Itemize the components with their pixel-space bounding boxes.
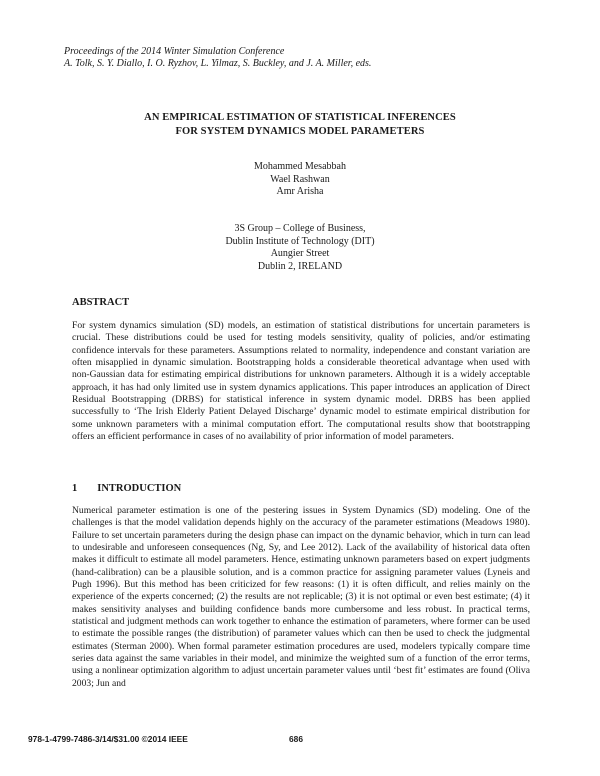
section-number: 1 xyxy=(72,483,78,494)
abstract-heading: ABSTRACT xyxy=(72,297,130,308)
introduction-text: Numerical parameter estimation is one of the pestering issues in System Dynamics (SD) modeling. One of the challenges is that the model validation depends highly on the accuracy of the parameter estimations (Meadows 1980). Failure to set uncertain parameters during the design phase can impact on the dynamic behavior, which in turn can lead to undesirable and unforeseen consequences (Ng, Sy, and Lee 2012). Lack of the availability of historical data often makes it difficult to estimate all model parameters. Hence, estimating unknown parameters based on expert judgments (hand-calibration) can be a plausible solution, and is a common practice for assigning parameter values (Lyneis and Pugh 1996). But this method has been criticized for few reasons: (1) it is often difficult, and relies mainly on the experience of the experts concerned; (2) the results are not replicable; (3) it is not optimal or even best estimate; (4) it makes sensitivity analyses and building confidence bands more cumbersome and less robust. In practical terms, statistical and judgment methods can work together to enhance the estimation of parameters, where former can be used to estimate the possible ranges (the distribution) of parameter values which can then be used to check the judgmental estimates (Sterman 2000). When formal parameter estimation procedures are used, modelers typically compare time series data against the same variables in their model, and minimize the weighted sum of a function of the error terms, using a nonlinear optimization algorithm to adjust uncertain parameter values until ‘best fit’ estimates are found (Oliva 2003; Jun and xyxy=(72,505,530,689)
abstract-body xyxy=(72,320,530,443)
page-number: 686 xyxy=(289,734,303,744)
paper-title-line-2: FOR SYSTEM DYNAMICS MODEL PARAMETERS xyxy=(175,126,425,137)
editors-line: A. Tolk, S. Y. Diallo, I. O. Ryzhov, L. Yilmaz, S. Buckley, and J. A. Miller, eds. xyxy=(64,58,372,69)
affiliation-line-4: Dublin 2, IRELAND xyxy=(257,260,343,272)
introduction-heading xyxy=(72,483,181,494)
paper-title-line-1: AN EMPIRICAL ESTIMATION OF STATISTICAL INFERENCES xyxy=(144,112,456,123)
isbn-copyright: 978-1-4799-7486-3/14/$31.00 ©2014 IEEE xyxy=(28,734,188,744)
author-1: Mohammed Mesabbah xyxy=(254,161,346,172)
abstract-text: For system dynamics simulation (SD) models, an estimation of statistical distributions for uncertain parameters is crucial. These distributions could be used for testing models sensitivity, quality of policies, and/or estimating confidence intervals for these parameters. Assumptions related to normality, independence and constant variation are often misapplied in dynamic simulation. Bootstrapping holds a considerable theoretical advantage when used with non-Gaussian data for estimating empirical distributions for unknown parameters. Although it is a widely acceptable approach, it has had only limited use in system dynamics applications. This paper introduces an application of Direct Residual Bootstrapping (DRBS) for statistical inference in system dynamic model. DRBS has been applied successfully to ‘The Irish Elderly Patient Delayed Discharge’ dynamic model to estimate empirical distribution for some unknown parameters with a minimal computation effort. The computational results show that bootstrapping offers an efficient performance in cases of no availability of prior information of model parameters. xyxy=(72,320,530,443)
author-2: Wael Rashwan xyxy=(270,173,330,185)
section-title: INTRODUCTION xyxy=(97,483,182,494)
introduction-body xyxy=(72,505,530,690)
affiliation-line-3: Aungier Street xyxy=(270,248,330,259)
affiliation-line-1: 3S Group – College of Business, xyxy=(234,223,366,234)
proceedings-line: Proceedings of the 2014 Winter Simulation Conference xyxy=(64,46,285,57)
affiliation-line-2: Dublin Institute of Technology (DIT) xyxy=(225,235,375,247)
author-3: Amr Arisha xyxy=(276,186,324,197)
